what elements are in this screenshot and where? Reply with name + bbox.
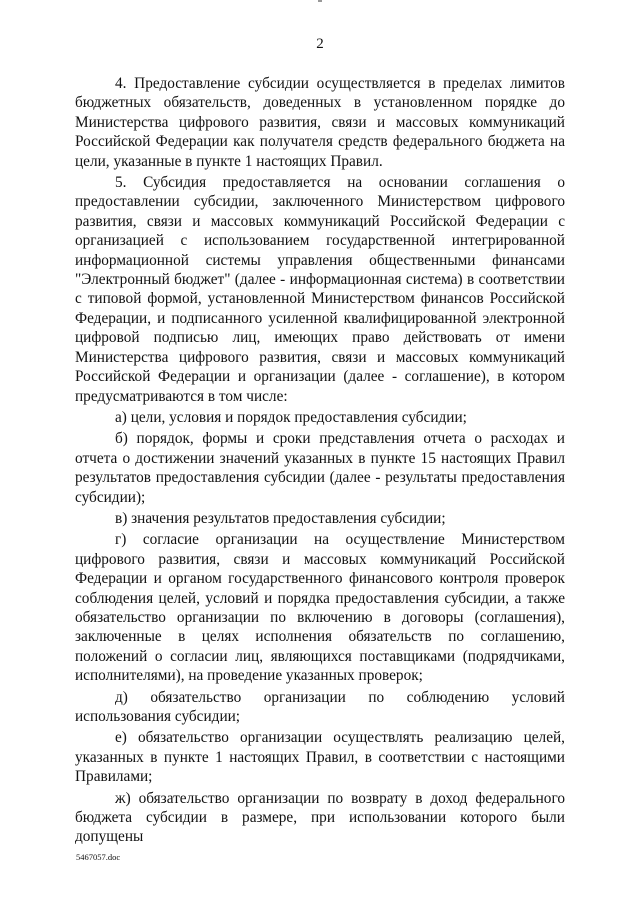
item-b-reporting: б) порядок, формы и сроки представления отчета о расходах и отчета о достижении значений указанных в пункте 15 настоящих Правил результатов предоставления субсидии (далее - результаты предоставления субсидии); (75, 430, 565, 506)
footer-document-code: 5467057.doc (76, 852, 121, 862)
item-e-implementation: е) обязательство организации осуществлять реализацию целей, указанных в пункте 1 настоящих Правил, в соответствии с настоящими Правилами; (75, 729, 565, 786)
item-zh-refund: ж) обязательство организации по возврату в доход федерального бюджета субсидии в размере, при использовании которого были допущены (75, 789, 565, 846)
paragraph-4-subsidy-limits: 4. Предоставление субсидии осуществляется в пределах лимитов бюджетных обязательств, доведенных в установленном порядке до Министерства цифрового развития, связи и массовых коммуникаций Российской Федерации как получателя средств федерального бюджета на цели, указанные в пункте 1 настоящих Правил. (75, 75, 565, 170)
item-g-inspection-consent: г) согласие организации на осуществление Министерством цифрового развития, связи и массовых коммуникаций Российской Федерации и органом государственного финансового контроля проверок соблюдения целей, условий и порядка предоставления субсидии, а также обязательство организации по включению в договоры (соглашения), заключенные в целях исполнения обязательств по соглашению, положений о согласии лиц, являющихся поставщиками (подрядчиками, исполнителями), на проведение указанных проверок; (75, 531, 565, 685)
page-number: 2 (316, 36, 324, 52)
page-top-mark (318, 0, 322, 2)
item-a-goals-conditions: а) цели, условия и порядок предоставления субсидии; (115, 408, 467, 426)
item-v-result-values: в) значения результатов предоставления субсидии; (115, 509, 446, 527)
paragraph-5-agreement: 5. Субсидия предоставляется на основании соглашения о предоставлении субсидии, заключенного Министерством цифрового развития, связи и массовых коммуникаций Российской Федерации с организацией с использованием государственной интегрированной информационной системы управления общественными финансами "Электронный бюджет" (далее - информационная система) в соответствии с типовой формой, установленной Министерством финансов Российской Федерации, и подписанного усиленной квалифицированной электронной цифровой подписью лиц, имеющих право действовать от имени Министерства цифрового развития, связи и массовых коммуникаций Российской Федерации и организации (далее - соглашение), в котором предусматриваются в том числе: (75, 174, 565, 405)
item-d-compliance: д) обязательство организации по соблюдению условий использования субсидии; (75, 688, 565, 725)
document-body (75, 74, 565, 847)
